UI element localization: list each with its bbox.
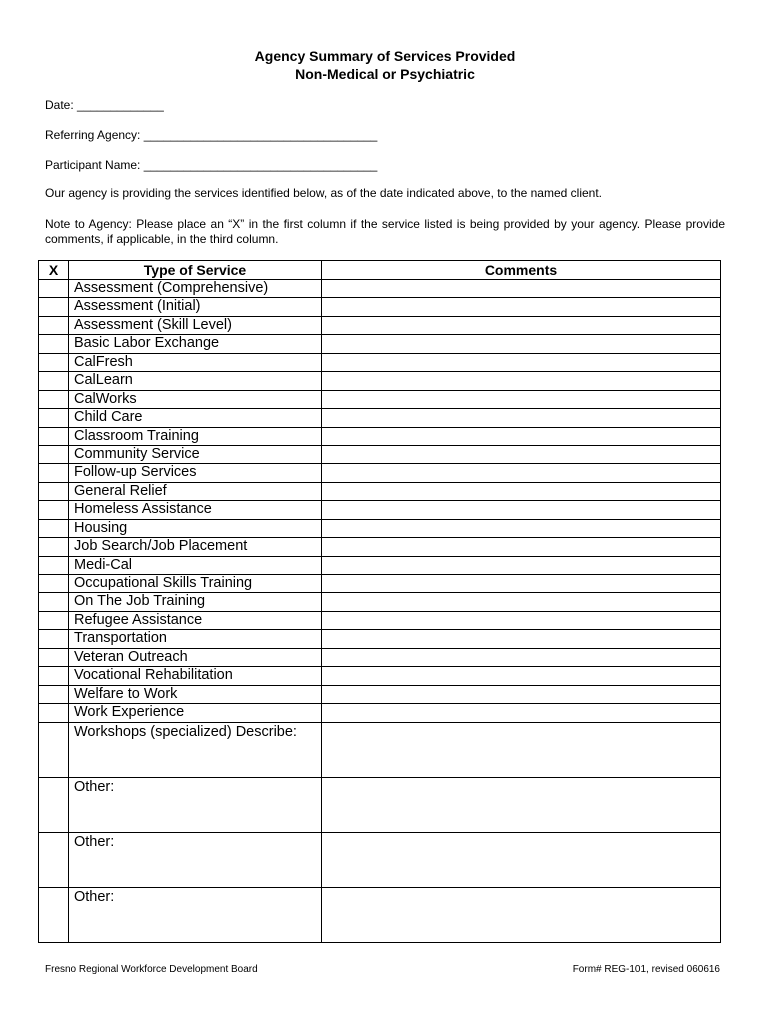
table-row: [39, 409, 721, 427]
service-checkbox-cell[interactable]: [39, 832, 69, 887]
service-checkbox-cell[interactable]: [39, 298, 69, 316]
comments-cell[interactable]: [322, 667, 721, 685]
service-name-cell: Housing: [69, 519, 322, 537]
table-row: [39, 464, 721, 482]
service-name-cell: Classroom Training: [69, 427, 322, 445]
service-checkbox-cell[interactable]: [39, 575, 69, 593]
table-row: [39, 630, 721, 648]
comments-cell[interactable]: [322, 704, 721, 722]
comments-cell[interactable]: [322, 427, 721, 445]
service-checkbox-cell[interactable]: [39, 353, 69, 371]
service-name-cell: Assessment (Comprehensive): [69, 280, 322, 298]
table-row: [39, 538, 721, 556]
service-name-cell: Welfare to Work: [69, 685, 322, 703]
x-column-header: X: [39, 261, 69, 280]
service-name-cell: Workshops (specialized) Describe:: [69, 722, 322, 777]
service-checkbox-cell[interactable]: [39, 722, 69, 777]
table-row: [39, 445, 721, 463]
service-name-cell: Work Experience: [69, 704, 322, 722]
service-name-cell: CalFresh: [69, 353, 322, 371]
service-name-cell: Assessment (Initial): [69, 298, 322, 316]
service-checkbox-cell[interactable]: [39, 372, 69, 390]
table-row: [39, 298, 721, 316]
service-checkbox-cell[interactable]: [39, 501, 69, 519]
comments-cell[interactable]: [322, 316, 721, 334]
service-checkbox-cell[interactable]: [39, 482, 69, 500]
service-name-cell: Medi-Cal: [69, 556, 322, 574]
service-name-cell: Follow-up Services: [69, 464, 322, 482]
comments-cell[interactable]: [322, 335, 721, 353]
service-name-cell: CalWorks: [69, 390, 322, 408]
service-name-cell: General Relief: [69, 482, 322, 500]
table-row: [39, 704, 721, 722]
table-row: [39, 519, 721, 537]
comments-cell[interactable]: [322, 556, 721, 574]
table-row: [39, 427, 721, 445]
service-name-cell: Job Search/Job Placement: [69, 538, 322, 556]
service-name-cell: Community Service: [69, 445, 322, 463]
table-row: [39, 832, 721, 887]
comments-cell[interactable]: [322, 390, 721, 408]
table-row: [39, 280, 721, 298]
service-checkbox-cell[interactable]: [39, 316, 69, 334]
service-column-header: Type of Service: [69, 261, 322, 280]
service-name-cell: Veteran Outreach: [69, 648, 322, 666]
table-row: [39, 353, 721, 371]
comments-cell[interactable]: [322, 445, 721, 463]
service-checkbox-cell[interactable]: [39, 335, 69, 353]
table-row: [39, 722, 721, 777]
service-checkbox-cell[interactable]: [39, 556, 69, 574]
table-row: [39, 611, 721, 629]
comments-cell[interactable]: [322, 777, 721, 832]
table-row: [39, 593, 721, 611]
table-row: [39, 575, 721, 593]
referring-agency-field[interactable]: Referring Agency: ___________________________________: [45, 128, 378, 142]
service-checkbox-cell[interactable]: [39, 280, 69, 298]
table-header-row: [39, 261, 721, 280]
comments-cell[interactable]: [322, 409, 721, 427]
service-name-cell: Vocational Rehabilitation: [69, 667, 322, 685]
comments-cell[interactable]: [322, 648, 721, 666]
footer-organization: Fresno Regional Workforce Development Board: [45, 964, 258, 975]
table-row: [39, 667, 721, 685]
table-row: [39, 685, 721, 703]
service-checkbox-cell[interactable]: [39, 464, 69, 482]
comments-cell[interactable]: [322, 685, 721, 703]
service-name-cell: Basic Labor Exchange: [69, 335, 322, 353]
table-row: [39, 777, 721, 832]
comments-cell[interactable]: [322, 593, 721, 611]
comments-cell[interactable]: [322, 611, 721, 629]
comments-cell[interactable]: [322, 832, 721, 887]
footer-form-number: Form# REG-101, revised 060616: [572, 964, 720, 975]
comments-cell[interactable]: [322, 887, 721, 942]
service-name-cell: Homeless Assistance: [69, 501, 322, 519]
comments-cell[interactable]: [322, 722, 721, 777]
comments-cell[interactable]: [322, 353, 721, 371]
table-row: [39, 335, 721, 353]
service-checkbox-cell[interactable]: [39, 390, 69, 408]
agency-note: Note to Agency: Please place an “X” in the first column if the service listed is being provided by your agency. Please provide comments, if applicable, in the third column.: [45, 217, 725, 246]
service-name-cell: Other:: [69, 887, 322, 942]
service-checkbox-cell[interactable]: [39, 427, 69, 445]
service-name-cell: Other:: [69, 832, 322, 887]
form-subtitle: Non-Medical or Psychiatric: [295, 66, 475, 82]
service-checkbox-cell[interactable]: [39, 611, 69, 629]
service-checkbox-cell[interactable]: [39, 519, 69, 537]
service-checkbox-cell[interactable]: [39, 704, 69, 722]
service-checkbox-cell[interactable]: [39, 685, 69, 703]
service-name-cell: Assessment (Skill Level): [69, 316, 322, 334]
service-checkbox-cell[interactable]: [39, 630, 69, 648]
comments-cell[interactable]: [322, 372, 721, 390]
service-checkbox-cell[interactable]: [39, 593, 69, 611]
comments-cell[interactable]: [322, 280, 721, 298]
form-title: Agency Summary of Services Provided: [254, 48, 516, 64]
service-checkbox-cell[interactable]: [39, 667, 69, 685]
comments-cell[interactable]: [322, 630, 721, 648]
services-table: [38, 260, 721, 943]
comments-cell[interactable]: [322, 464, 721, 482]
comments-cell[interactable]: [322, 519, 721, 537]
service-name-cell: Other:: [69, 777, 322, 832]
comments-cell[interactable]: [322, 538, 721, 556]
service-checkbox-cell[interactable]: [39, 538, 69, 556]
service-checkbox-cell[interactable]: [39, 409, 69, 427]
date-field[interactable]: Date: _____________: [45, 98, 164, 112]
service-checkbox-cell[interactable]: [39, 648, 69, 666]
service-checkbox-cell[interactable]: [39, 777, 69, 832]
service-name-cell: Child Care: [69, 409, 322, 427]
table-row: [39, 501, 721, 519]
intro-text: Our agency is providing the services identified below, as of the date indicated above, to the named client.: [45, 186, 603, 200]
service-name-cell: Transportation: [69, 630, 322, 648]
comments-column-header: Comments: [322, 261, 721, 280]
table-row: [39, 482, 721, 500]
comments-cell[interactable]: [322, 482, 721, 500]
table-row: [39, 372, 721, 390]
service-name-cell: CalLearn: [69, 372, 322, 390]
services-table-body: [39, 280, 721, 943]
service-checkbox-cell[interactable]: [39, 887, 69, 942]
table-row: [39, 556, 721, 574]
table-row: [39, 887, 721, 942]
service-name-cell: Occupational Skills Training: [69, 575, 322, 593]
comments-cell[interactable]: [322, 501, 721, 519]
participant-name-field[interactable]: Participant Name: ___________________________________: [45, 158, 378, 172]
service-name-cell: Refugee Assistance: [69, 611, 322, 629]
service-checkbox-cell[interactable]: [39, 445, 69, 463]
table-row: [39, 316, 721, 334]
table-row: [39, 648, 721, 666]
table-row: [39, 390, 721, 408]
comments-cell[interactable]: [322, 575, 721, 593]
comments-cell[interactable]: [322, 298, 721, 316]
service-name-cell: On The Job Training: [69, 593, 322, 611]
